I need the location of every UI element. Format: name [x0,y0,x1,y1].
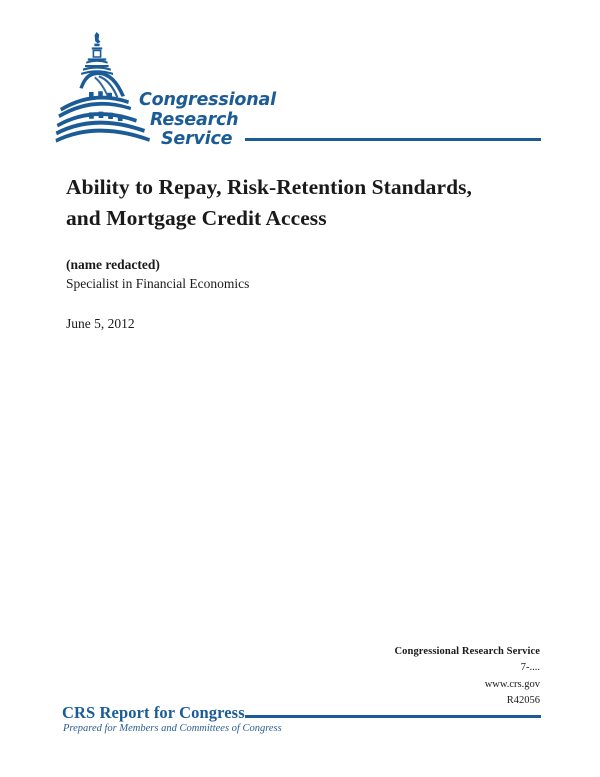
wordmark-line-service: Service [161,129,233,149]
masthead [0,0,600,152]
footer-website[interactable]: www.crs.gov [484,678,540,690]
crs-report-banner [60,703,541,743]
footer-phone: 7-.... [520,662,540,674]
publication-date: June 5, 2012 [66,316,135,332]
author-block [66,256,506,332]
wordmark-line-congressional: Congressional [139,90,276,110]
page-title-line-2: and Mortgage Credit Access [66,205,327,230]
masthead-rule [245,138,541,141]
banner-title: CRS Report for Congress [62,703,245,722]
author-role: Specialist in Financial Economics [66,276,250,292]
page-title-line-1: Ability to Repay, Risk-Retention Standards, [66,175,472,199]
page-title [66,172,526,233]
banner-subtitle: Prepared for Members and Committees of Congress [63,723,282,734]
wordmark-line-research: Research [150,109,239,130]
footer-organization: Congressional Research Service [394,646,540,657]
footer-identity-block [240,644,540,709]
title-block [66,172,526,233]
banner-rule [245,715,541,718]
author-name: (name redacted) [66,257,160,272]
footer-report-number: R42056 [506,694,540,706]
